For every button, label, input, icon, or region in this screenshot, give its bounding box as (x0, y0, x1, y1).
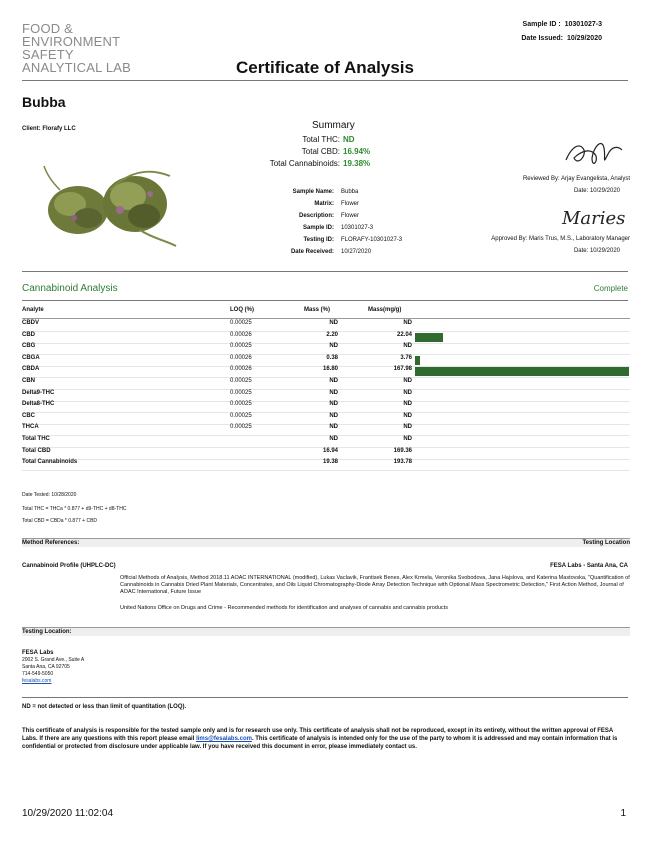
col-analyte: Analyte (22, 307, 44, 313)
analyte-name: Total Cannabinoids (22, 459, 78, 466)
lab-address-2: Santa Ana, CA 92705 (22, 664, 70, 670)
client-label: Client: (22, 126, 41, 132)
table-row (22, 401, 630, 413)
analyte-mass-pct: ND (329, 389, 338, 396)
method-profile-name: Cannabinoid Profile (UHPLC-DC) (22, 563, 116, 569)
total-thc-formula: Total THC = THCa * 0.877 + d9-THC + d8-THC (22, 506, 127, 512)
table-row (22, 320, 630, 332)
analyte-loq: 0.00025 (230, 343, 252, 350)
analyte-mass-mg: ND (403, 424, 412, 431)
col-mass-mg: Mass(mg/g) (368, 307, 402, 313)
logo-line-3: SAFETY (22, 47, 74, 62)
analyte-mass-mg: ND (403, 412, 412, 419)
analyte-mass-pct: 2.20 (326, 331, 338, 338)
summary-total-cbd-value: 16.94% (343, 147, 371, 156)
header-meta (521, 18, 602, 46)
header-sample-id-label: Sample ID : (522, 21, 561, 28)
analyte-loq: 0.00025 (230, 320, 252, 326)
summary-total-cannabinoids-value: 19.38% (343, 159, 371, 168)
sample-id-value: 10301027-3 (341, 225, 374, 231)
analyte-name: Total THC (22, 436, 50, 442)
sample-name-value: Bubba (341, 189, 359, 195)
analyte-loq: 0.00026 (230, 331, 252, 338)
lab-name: FESA Labs (22, 650, 54, 656)
footer-divider (22, 697, 628, 698)
analysis-top-divider (22, 271, 628, 272)
header-date-issued-row (521, 32, 602, 46)
lab-website-link[interactable]: fesalabs.com (22, 678, 52, 684)
testing-location-label: Testing Location: (22, 629, 72, 635)
method-reference-1: Official Methods of Analysis, Method 2018.11 AOAC INTERNATIONAL (modified), Lukas Vaclavik, Frantisek Benes, Alex Krmela, Veronika Svobodova, Jana Hajslova, and Katerina Mastovska, "Quantification of Cannabinoids in Cannabis Dried Plant Materials, Concentrates, and Oils Liquid Chromatography-Diode Array Detection Technique with Optional Mass Spectrometric Detection," First Action Method, Journal of AOAC International, Future Issue (120, 575, 630, 595)
matrix-value: Flower (341, 201, 360, 207)
analyte-loq: 0.00025 (230, 412, 252, 419)
analyte-name: THCA (22, 424, 39, 431)
sample-name-label: Sample Name: (292, 189, 334, 195)
analyte-name: CBGA (22, 354, 40, 361)
analyte-mass-mg: ND (403, 343, 412, 350)
analyte-name: Delta9-THC (22, 389, 55, 396)
description-value: Flower (341, 213, 360, 219)
analyte-name: CBDV (22, 320, 40, 326)
table-row (22, 436, 630, 448)
analyte-name: Total CBD (22, 447, 51, 454)
disclaimer-part-2: . This certificate of analysis is intended only for the use of the party to whom it is addressed and may contain information that is confidential or protected from disclosure under applicable law. If you have received this document in error, please immediately contact us. (22, 736, 618, 750)
table-row (22, 366, 630, 378)
table-row (22, 424, 630, 436)
summary-total-thc-label: Total THC: (302, 135, 340, 144)
reviewed-by: Reviewed By: Arjay Evangelista, Analyst (522, 176, 630, 182)
analyte-mass-pct: 19.38 (322, 459, 338, 466)
header-sample-id: 10301027-3 (564, 21, 602, 28)
analyte-mass-pct: ND (329, 401, 338, 408)
table-header-rule (22, 318, 630, 319)
analyte-loq: 0.00026 (230, 354, 252, 361)
header-sample-id-row (521, 18, 602, 32)
analyte-mass-mg: ND (403, 401, 412, 408)
table-row (22, 378, 630, 390)
method-reference-2: United Nations Office on Drugs and Crime - Recommended methods for identification and analyses of cannabis and cannabis products (120, 605, 448, 611)
date-received-value: 10/27/2020 (341, 249, 372, 255)
summary-title: Summary (312, 120, 355, 131)
analyte-loq: 0.00025 (230, 424, 252, 431)
testing-location-col-label: Testing Location (582, 540, 630, 546)
disclaimer-part-1: This certificate of analysis is responsible for the tested sample only and is for research use only. This certificate of analysis shall not be reproduced, except in its entirety, without the written approval of FESA Labs. If there are any questions with this report please email (22, 728, 614, 742)
analysis-title: Cannabinoid Analysis (22, 283, 118, 294)
sample-photo (40, 160, 180, 248)
disclaimer (22, 727, 630, 751)
testing-location-header (22, 627, 630, 636)
method-location: FESA Labs - Santa Ana, CA (550, 563, 628, 569)
print-timestamp: 10/29/2020 11:02:04 (22, 808, 114, 819)
analyte-mass-mg: ND (403, 320, 412, 326)
analyte-mass-mg: 167.98 (393, 366, 412, 373)
testing-location-address (22, 650, 84, 685)
logo-line-4: ANALYTICAL LAB (22, 60, 132, 75)
page-title: Certificate of Analysis (236, 58, 414, 77)
summary-total-cannabinoids-label: Total Cannabinoids: (269, 159, 340, 168)
matrix-label: Matrix: (314, 201, 334, 207)
analyte-loq: 0.00025 (230, 389, 252, 396)
mass-bar (415, 356, 420, 365)
analyte-name: CBDA (22, 366, 40, 373)
header-date-issued-label: Date Issued: (521, 35, 563, 42)
reviewed-date: Date: 10/29/2020 (573, 188, 620, 194)
col-mass-pct: Mass (%) (304, 307, 331, 313)
analyte-mass-pct: ND (329, 412, 338, 419)
approver-signature: Maries (562, 208, 626, 229)
lab-phone: 714-549-5050 (22, 671, 54, 677)
analyte-mass-mg: ND (403, 436, 412, 442)
lab-address-1: 2002 S. Grand Ave., Suite A (22, 657, 85, 663)
analyte-loq: 0.00025 (230, 401, 252, 408)
logo-line-1: FOOD & (22, 21, 74, 36)
analysis-header-divider (22, 300, 628, 301)
client-name: Florafy LLC (42, 126, 76, 132)
analyte-name: CBN (22, 378, 35, 384)
analyte-name: CBG (22, 343, 36, 350)
testing-id-value: FLORAFY-10301027-3 (341, 237, 403, 243)
table-row (22, 343, 630, 355)
product-name: Bubba (22, 94, 66, 110)
client-info (22, 126, 76, 132)
method-references-label: Method References: (22, 540, 80, 546)
analyte-loq: 0.00026 (230, 366, 252, 373)
analyte-mass-pct: ND (329, 343, 338, 350)
analyte-mass-pct: ND (329, 424, 338, 431)
table-row (22, 459, 630, 471)
col-loq: LOQ (%) (230, 307, 254, 313)
approved-date: Date: 10/29/2020 (573, 248, 620, 254)
total-cbd-formula: Total CBD = CBDa * 0.877 + CBD (22, 518, 98, 524)
analyte-mass-pct: ND (329, 378, 338, 384)
date-tested: Date Tested: 10/28/2020 (22, 492, 77, 498)
analyte-name: CBD (22, 331, 35, 338)
analyte-mass-mg: ND (403, 378, 412, 384)
date-received-label: Date Received: (290, 249, 334, 255)
analysis-status: Complete (593, 284, 628, 293)
nd-note: ND = not detected or less than limit of quantitation (LOQ). (22, 704, 187, 710)
analyte-mass-pct: 0.38 (326, 354, 338, 361)
mass-bar (415, 367, 629, 376)
summary-total-cbd-label: Total CBD: (301, 147, 340, 156)
sample-id-label: Sample ID: (302, 225, 334, 231)
analyte-mass-mg: 193.78 (393, 459, 412, 466)
analyte-mass-mg: ND (403, 389, 412, 396)
table-row (22, 390, 630, 402)
logo-line-2: ENVIRONMENT (22, 34, 121, 49)
row-divider (22, 470, 630, 471)
reviewer-signature (562, 136, 626, 170)
header-date-issued: 10/29/2020 (566, 35, 602, 42)
table-row (22, 448, 630, 460)
analyte-loq: 0.00025 (230, 378, 252, 384)
disclaimer-email-link[interactable]: lims@fesalabs.com (196, 736, 252, 742)
mass-bar (415, 333, 443, 342)
analyte-mass-pct: 16.80 (322, 366, 338, 373)
analyte-mass-mg: 169.36 (393, 447, 412, 454)
analyte-mass-pct: ND (329, 320, 338, 326)
title-divider (22, 80, 628, 81)
table-row (22, 413, 630, 425)
analyte-name: Delta8-THC (22, 401, 55, 408)
analyte-mass-mg: 22.04 (396, 331, 412, 338)
summary-total-thc-value: ND (343, 135, 355, 144)
flower-bud-icon (44, 166, 176, 246)
table-row (22, 332, 630, 344)
method-references-header (22, 538, 630, 547)
analyte-mass-mg: 3.76 (400, 354, 412, 361)
table-row (22, 355, 630, 367)
description-label: Description: (298, 213, 334, 219)
analyte-mass-pct: ND (329, 436, 338, 442)
analyte-name: CBC (22, 412, 35, 419)
page-number: 1 (620, 808, 626, 819)
approved-by: Approved By: Maris Trus, M.S., Laboratory Manager (491, 236, 630, 242)
analyte-mass-pct: 16.94 (322, 447, 338, 454)
testing-id-label: Testing ID: (303, 237, 334, 243)
